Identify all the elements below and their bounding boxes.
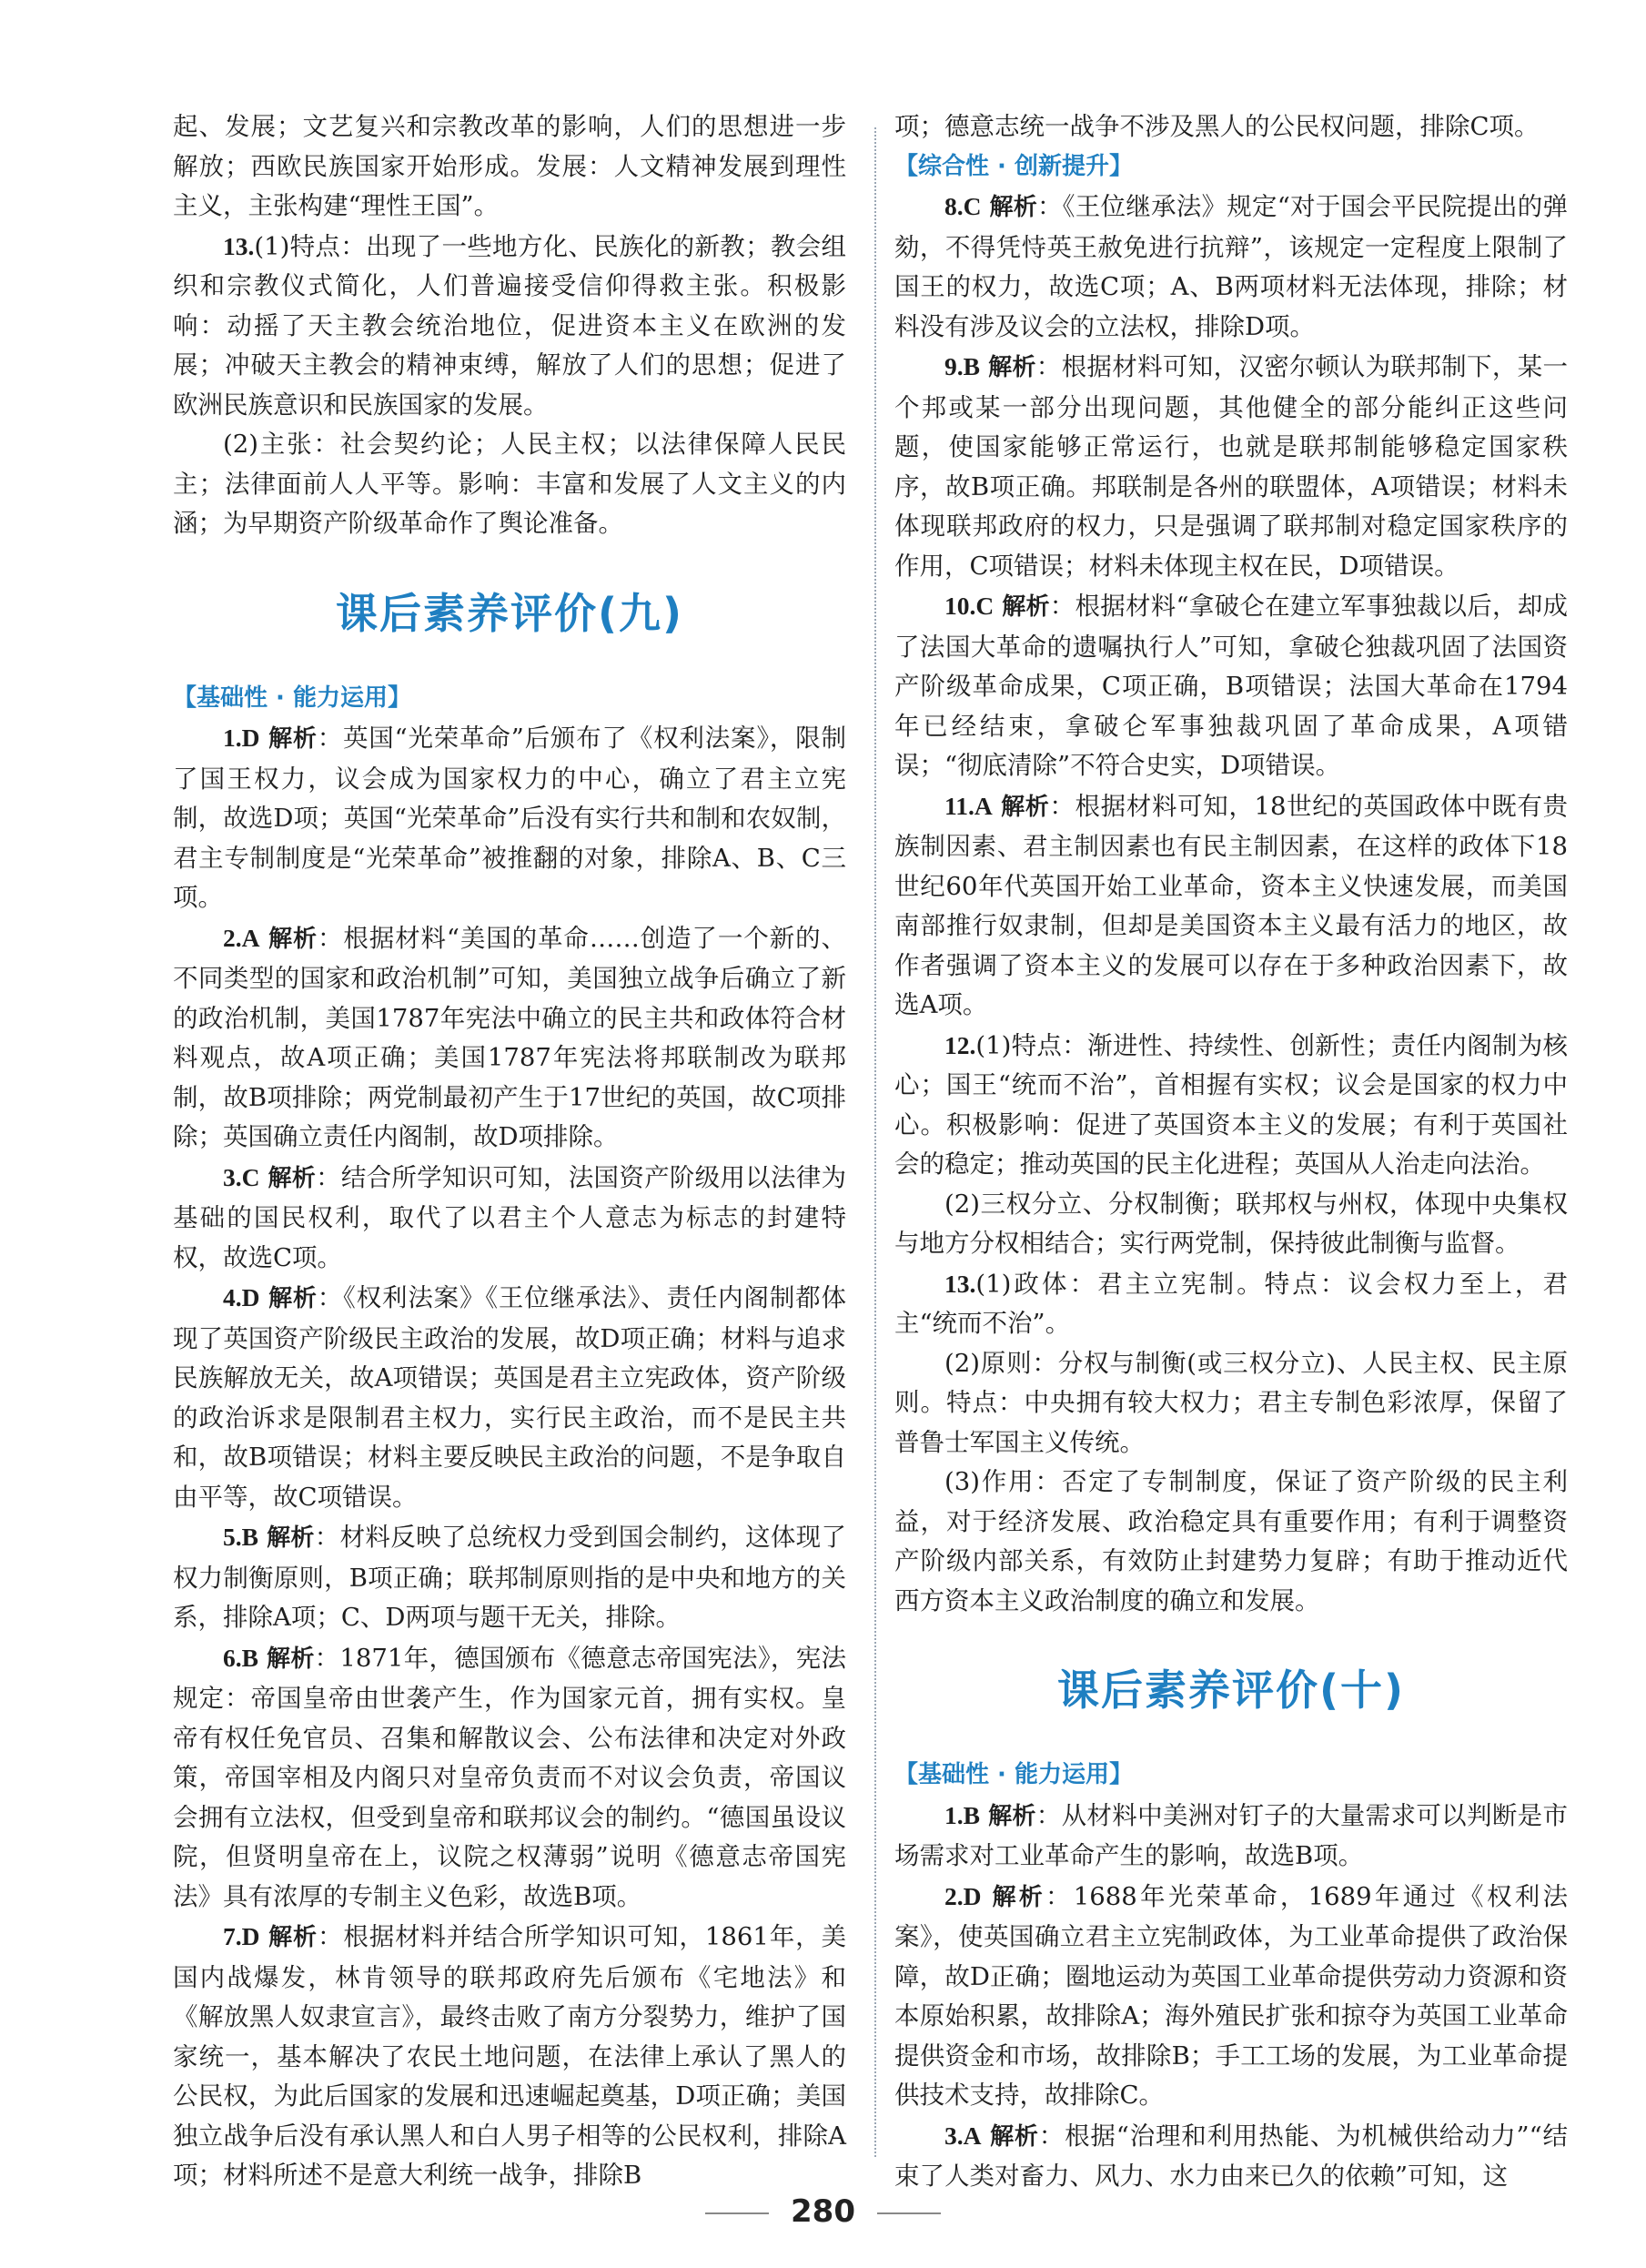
analysis-label: 解析 (268, 1285, 318, 1312)
analysis-label: 解析 (988, 1802, 1036, 1830)
answer-number: 3.C (223, 1162, 260, 1191)
answer-number: 2.D (944, 1881, 982, 1910)
answer-text: (1)特点：出现了一些地方化、民族化的新教；教会组织和宗教仪式简化，人们普遍接受信仰得救主张。积极影响：动摇了天主教会统治地位，促进资本主义在欧洲的发展；冲破天主教会的精神束缚，解放了人们的思想；促进了欧洲民族意识和民族国家的发展。 (173, 231, 846, 420)
answer-number: 1.B (944, 1800, 980, 1829)
answer-item (173, 918, 846, 1158)
question-number: 12. (944, 1030, 976, 1059)
left-column (173, 107, 846, 2196)
answer-number: 11.A (944, 791, 993, 820)
section-title: 课后素养评价(九) (335, 588, 684, 638)
answer-number: 5.B (223, 1523, 258, 1551)
answer-item (173, 1278, 846, 1517)
analysis-label: 解析 (988, 354, 1036, 381)
answer-text: ：结合所学知识可知，法国资产阶级用以法律为基础的国民权利，取代了以君主个人意志为标志的封建特权，故选C项。 (173, 1162, 846, 1272)
right-column (894, 107, 1568, 2197)
analysis-label: 解析 (1001, 793, 1050, 821)
answer-text: ：1688年光荣革命，1689年通过《权利法案》，使英国确立君主立宪制政体，为工业革命提供了政治保障，故D正确；圈地运动为英国工业革命提供劳动力资源和资本原始积累，故排除A；海外殖民扩张和掠夺为英国工业革命提供资金和市场，故排除B；手工工场的发展，为工业革命提供技术支持，故排除C。 (894, 1881, 1568, 2110)
analysis-label: 解析 (267, 1524, 315, 1552)
analysis-label: 解析 (992, 1883, 1046, 1911)
answer-text: ：根据材料并结合所学知识可知，1861年，美国内战爆发，林肯领导的联邦政府先后颁布《宅地法》和《解放黑人奴隶宣言》，最终击败了南方分裂势力，维护了国家统一，基本解决了农民土地问题，在法律上承认了黑人的公民权，为此后国家的发展和迅速崛起奠基，D项正确；美国独立战争后没有承认黑人和白人男子相等的公民权利，排除A项；材料所述不是意大利统一战争，排除B (173, 1922, 846, 2190)
answer-13 (173, 227, 846, 426)
page-number: 280 (791, 2193, 855, 2230)
answer-number: 9.B (944, 352, 980, 380)
answer-number: 7.D (223, 1922, 260, 1950)
answer-12 (894, 1026, 1568, 1185)
paragraph: (2)三权分立、分权制衡；联邦权与州权，体现中央集权与地方分权相结合；实行两党制，保持彼此制衡与监督。 (894, 1189, 1568, 1258)
answer-text: (1)特点：渐进性、持续性、创新性；责任内阁制为核心；国王“统而不治”，首相握有实权；议会是国家的权力中心。积极影响：促进了英国资本主义的发展；有利于英国社会的稳定；推动英国的民主化进程；英国从人治走向法治。 (894, 1030, 1568, 1179)
answer-number: 2.A (223, 923, 260, 952)
page-footer (0, 2193, 1646, 2230)
analysis-label: 解析 (1002, 593, 1050, 621)
analysis-label: 解析 (268, 1164, 317, 1192)
answer-item (173, 1517, 846, 1638)
answer-text: ：《王位继承法》规定“对于国会平民院提出的弹劾，不得凭恃英王赦免进行抗辩”，该规定一定程度上限制了国王的权力，故选C项；A、B两项材料无法体现，排除；材料没有涉及议会的立法权，排除D项。 (894, 192, 1568, 341)
answer-number: 10.C (944, 592, 995, 620)
answer-item (894, 2116, 1568, 2197)
paragraph: 项；德意志统一战争不涉及黑人的公民权问题，排除C项。 (894, 112, 1540, 141)
answer-text: ：根据材料“拿破仑在建立军事独裁以后，却成了法国大革命的遗嘱执行人”可知，拿破仑独裁巩固了法国资产阶级革命成果，C项正确，B项错误；法国大革命在1794年已经结束，拿破仑军事独裁巩固了革命成果，A项错误；“彻底清除”不符合史实，D项错误。 (894, 592, 1568, 780)
paragraph: 起、发展；文艺复兴和宗教改革的影响，人们的思想进一步解放；西欧民族国家开始形成。发展：人文精神发展到理性主义，主张构建“理性王国”。 (173, 112, 846, 220)
analysis-label: 解析 (267, 1645, 315, 1673)
answer-item (894, 1877, 1568, 2116)
answer-number: 1.D (223, 724, 260, 752)
answer-text: (1)政体：君主立宪制。特点：议会权力至上，君主“统而不治”。 (894, 1269, 1568, 1338)
answer-item (894, 347, 1568, 586)
paragraph: (3)作用：否定了专制制度，保证了资产阶级的民主利益，对于经济发展、政治稳定具有重要作用；有利于调整资产阶级内部关系，有效防止封建势力复辟；有助于推动近代西方资本主义政治制度的确立和发展。 (894, 1467, 1568, 1615)
answer-number: 4.D (223, 1283, 260, 1311)
answer-text: ：1871年，德国颁布《德意志帝国宪法》，宪法规定：帝国皇帝由世袭产生，作为国家元首，拥有实权。皇帝有权任免官员、召集和解散议会、公布法律和决定对外政策，帝国宰相及内阁只对皇帝负责而不对议会负责，帝国议会拥有立法权，但受到皇帝和联邦议会的制约。“德国虽设议院，但贤明皇帝在上，议院之权薄弱”说明《德意志帝国宪法》具有浓厚的专制主义色彩，故选B项。 (173, 1643, 846, 1911)
answer-text: ：从材料中美洲对钉子的大量需求可以判断是市场需求对工业革命产生的影响，故选B项。 (894, 1800, 1569, 1870)
answer-item (894, 586, 1568, 786)
section-tag: 【综合性 · 创新提升】 (894, 152, 1133, 180)
question-number: 13. (223, 231, 255, 260)
answer-text: ：根据材料可知，汉密尔顿认为联邦制下，某一个邦或某一部分出现问题，其他健全的部分能纠正这些问题，使国家能够正常运行，也就是联邦制能够稳定国家秩序，故B项正确。邦联制是各州的联盟体，A项错误；材料未体现联邦政府的权力，只是强调了联邦制对稳定国家秩序的作用，C项错误；材料未体现主权在民，D项错误。 (894, 352, 1569, 581)
footer-rule (877, 2212, 941, 2214)
answer-text: ：根据材料“美国的革命……创造了一个新的、不同类型的国家和政治机制”可知，美国独立战争后确立了新的政治机制，美国1787年宪法中确立的民主共和政体符合材料观点，故A项正确；美国1787年宪法将邦联制改为联邦制，故B项排除；两党制最初产生于17世纪的英国，故C项排除；英国确立责任内阁制，故D项排除。 (173, 923, 846, 1151)
analysis-label: 解析 (989, 194, 1037, 221)
answer-item (894, 1796, 1568, 1877)
paragraph: (2)主张：社会契约论；人民主权；以法律保障人民民主；法律面前人人平等。影响：丰富和发展了人文主义的内涵；为早期资产阶级革命作了舆论准备。 (173, 430, 846, 538)
answer-text: ：《权利法案》《王位继承法》、责任内阁制都体现了英国资产阶级民主政治的发展，故D项正确；材料与追求民族解放无关，故A项错误；英国是君主立宪政体，资产阶级的政治诉求是限制君主权力，实行民主政治，而不是民主共和，故B项错误；材料主要反映民主政治的问题，不是争取自由平等，故C项错误。 (173, 1283, 846, 1512)
answer-item (173, 718, 846, 918)
answer-number: 6.B (223, 1643, 258, 1672)
answer-item (173, 1638, 846, 1918)
analysis-label: 解析 (268, 925, 318, 953)
analysis-label: 解析 (268, 1924, 318, 1951)
answer-text: ：根据“治理和利用热能、为机械供给动力”“结束了人类对畜力、风力、水力由来已久的依赖”可知，这 (894, 2121, 1568, 2191)
answer-item (894, 786, 1568, 1026)
answer-text: ：根据材料可知，18世纪的英国政体中既有贵族制因素、君主制因素也有民主制因素，在这样的政体下18世纪60年代英国开始工业革命，资本主义快速发展，而美国南部推行奴隶制，但却是美国资本主义最有活力的地区，故作者强调了资本主义的发展可以存在于多种政治因素下，故选A项。 (894, 791, 1568, 1019)
answer-item (173, 1158, 846, 1279)
answer-text: ：英国“光荣革命”后颁布了《权利法案》，限制了国王权力，议会成为国家权力的中心，确立了君主立宪制，故选D项；英国“光荣革命”后没有实行共和制和农奴制，君主专制制度是“光荣革命”被推翻的对象，排除A、B、C三项。 (173, 724, 846, 912)
analysis-label: 解析 (990, 2122, 1039, 2151)
answer-text: ：材料反映了总统权力受到国会制约，这体现了权力制衡原则，B项正确；联邦制原则指的是中央和地方的关系，排除A项；C、D两项与题干无关，排除。 (173, 1523, 847, 1632)
answer-number: 8.C (944, 192, 982, 220)
footer-rule (705, 2212, 769, 2214)
answer-number: 3.A (944, 2121, 982, 2150)
analysis-label: 解析 (268, 725, 318, 753)
answer-item (894, 187, 1568, 347)
section-title: 课后素养评价(十) (1056, 1666, 1406, 1715)
answer-item (173, 1917, 846, 2196)
answer-13 (894, 1264, 1568, 1344)
section-tag: 【基础性 · 能力运用】 (173, 683, 411, 712)
column-divider (874, 127, 876, 2157)
paragraph: (2)原则：分权与制衡(或三权分立)、人民主权、民主原则。特点：中央拥有较大权力；君主专制色彩浓厚，保留了普鲁士军国主义传统。 (894, 1348, 1568, 1457)
question-number: 13. (944, 1269, 976, 1298)
section-tag: 【基础性 · 能力运用】 (894, 1761, 1133, 1788)
